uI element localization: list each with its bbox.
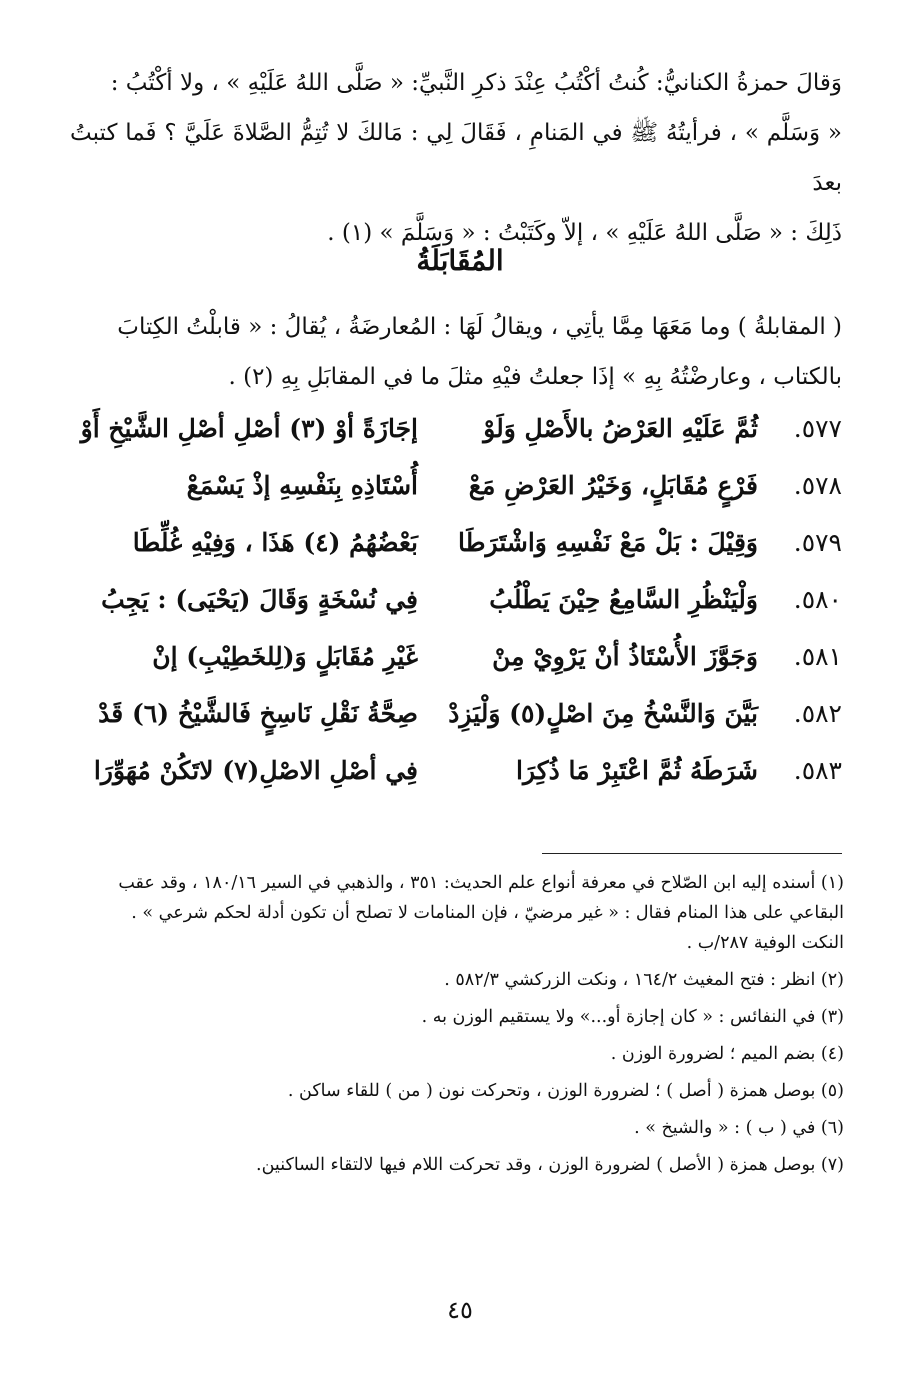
verse-row	[70, 685, 850, 742]
verse-first-hemistich: وَجَوَّزَ الأُسْتَاذُ أنْ يَرْوِيْ مِنْ	[492, 642, 758, 671]
footnote	[70, 1113, 844, 1143]
verse-row	[70, 742, 850, 799]
verse-row	[70, 457, 850, 514]
verse-second-hemistich: أُسْتَاذِهِ بِنَفْسِهِ إذْ يَسْمَعْ	[186, 471, 418, 500]
verse-number: ٥٨١.	[793, 642, 842, 671]
verse-second-hemistich: صِحَّةُ نَقْلِ نَاسِخٍ فَالشَّيْخُ (٦) قَدْ	[98, 699, 418, 728]
footnote	[70, 965, 844, 995]
page-number: ٤٥	[447, 1296, 473, 1324]
verse-list	[70, 400, 850, 799]
verse-first-hemistich: وَلْيَنْظُرِ السَّامِعُ حِيْنَ يَطْلُبُ	[489, 585, 758, 614]
section-heading: المُقَابَلَةُ	[416, 244, 504, 277]
footnote-line: (٢) انظر : فتح المغيث ١٦٤/٢ ، ونكت الزركشي ٥٨٢/٣ .	[444, 970, 844, 990]
verse-second-hemistich: بَعْضُهُمُ (٤) هَذَا ، وَفِيْهِ غُلِّطَا	[132, 528, 418, 557]
verse-first-hemistich: ثُمَّ عَلَيْهِ العَرْضُ بالأَصْلِ وَلَوْ	[483, 414, 758, 443]
definition-line: بالكتاب ، وعارضْتُهُ بِهِ » إذَا جعلتُ فيْهِ مثلَ ما في المقابَلِ بِهِ (٢) .	[228, 364, 842, 390]
footnote	[70, 1002, 844, 1032]
verse-number: ٥٨٠.	[793, 585, 842, 614]
verse-row	[70, 628, 850, 685]
verse-number: ٥٨٢.	[793, 699, 842, 728]
verse-second-hemistich: فِي أصْلِ الاصْلِ(٧) لاتَكُنْ مُهَوِّرَا	[93, 756, 418, 785]
verse-first-hemistich: وَقِيْلَ : بَلْ مَعْ نَفْسِهِ وَاشْتَرَطَا	[458, 528, 758, 557]
intro-line: ذَلِكَ : « صَلَّى اللهُ عَلَيْهِ » ، إلاّ وكَتَبْتُ : « وَسَلَّمَ » (١) .	[327, 220, 842, 246]
verse-first-hemistich: فَرْعٍ مُقَابَلٍ، وَخَيْرُ العَرْضِ مَعْ	[468, 471, 758, 500]
footnote	[70, 1039, 844, 1069]
verse-row	[70, 400, 850, 457]
verse-second-hemistich: غَيْرِ مُقَابَلٍ وَ(لِلخَطِيْبِ) إنْ	[152, 642, 418, 671]
footnote-line: النكت الوفية ٢٨٧/ب .	[686, 933, 844, 953]
intro-line: وَقالَ حمزةُ الكنانيُّ: كُنتُ أكْتُبُ عِنْدَ ذكرِ النَّبيِّ: « صَلَّى اللهُ عَلَيْهِ » ، ولا أكْتُبُ :	[110, 70, 842, 96]
intro-line: « وَسَلَّم » ، فرأيتُهُ ﷺ في المَنامِ ، فَقَالَ لِي : مَالكَ لا تُتِمُّ الصَّلاةَ عَلَيَّ ؟ فَما كتبتُ بعدَ	[70, 120, 842, 196]
footnote-line: (٦) في ( ب ) : « والشيخ » .	[634, 1118, 844, 1138]
footnote-line: (١) أسنده إليه ابن الصّلاح في معرفة أنواع علم الحديث: ٣٥١ ، والذهبي في السير ١٨٠/١٦ ، وقد عقب	[118, 873, 844, 893]
footnote-line: (٥) بوصل همزة ( أصل ) ؛ لضرورة الوزن ، وتحركت نون ( من ) للقاء ساكن .	[287, 1081, 844, 1101]
verse-first-hemistich: بَيَّنَ وَالنَّسْخُ مِنَ اصْلٍ(٥) وَلْيَزِدْ	[448, 699, 758, 728]
footnote-line: البقاعي على هذا المنام فقال : « غير مرضيّ ، فإن المنامات لا تصلح أن تكون أدلة لحكم شرعي » .	[131, 903, 844, 923]
definition-line: ( المقابلةُ ) وما مَعَهَا مِمَّا يأتِي ، ويقالُ لَهَا : المُعارضَةُ ، يُقالُ : « قابلْتُ الكِتابَ	[117, 314, 842, 340]
footnote-line: (٧) بوصل همزة ( الأصل ) لضرورة الوزن ، وقد تحركت اللام فيها لالتقاء الساكنين.	[256, 1155, 844, 1175]
verse-first-hemistich: شَرَطَهُ ثُمَّ اعْتَبِرْ مَا ذُكِرَا	[516, 756, 758, 785]
footnote	[70, 1076, 844, 1106]
verse-number: ٥٧٨.	[793, 471, 842, 500]
footnote-divider	[542, 853, 842, 854]
footnote	[70, 868, 844, 958]
verse-row	[70, 571, 850, 628]
footnote	[70, 1150, 844, 1180]
verse-second-hemistich: إجَازَةً أوْ (٣) أصْلِ أصْلِ الشَّيْخِ أَوْ	[80, 414, 418, 443]
footnote-line: (٤) بضم الميم ؛ لضرورة الوزن .	[610, 1044, 844, 1064]
definition-paragraph	[70, 302, 842, 402]
intro-paragraph	[70, 58, 842, 258]
verse-second-hemistich: فِي نُسْخَةٍ وَقَالَ (يَحْيَى) : يَجِبُ	[101, 585, 418, 614]
verse-number: ٥٧٩.	[793, 528, 842, 557]
verse-row	[70, 514, 850, 571]
footnotes	[70, 868, 844, 1187]
footnote-line: (٣) في النفائس : « كان إجازة أو...» ولا يستقيم الوزن به .	[421, 1007, 844, 1027]
verse-number: ٥٧٧.	[793, 414, 842, 443]
verse-number: ٥٨٣.	[793, 756, 842, 785]
